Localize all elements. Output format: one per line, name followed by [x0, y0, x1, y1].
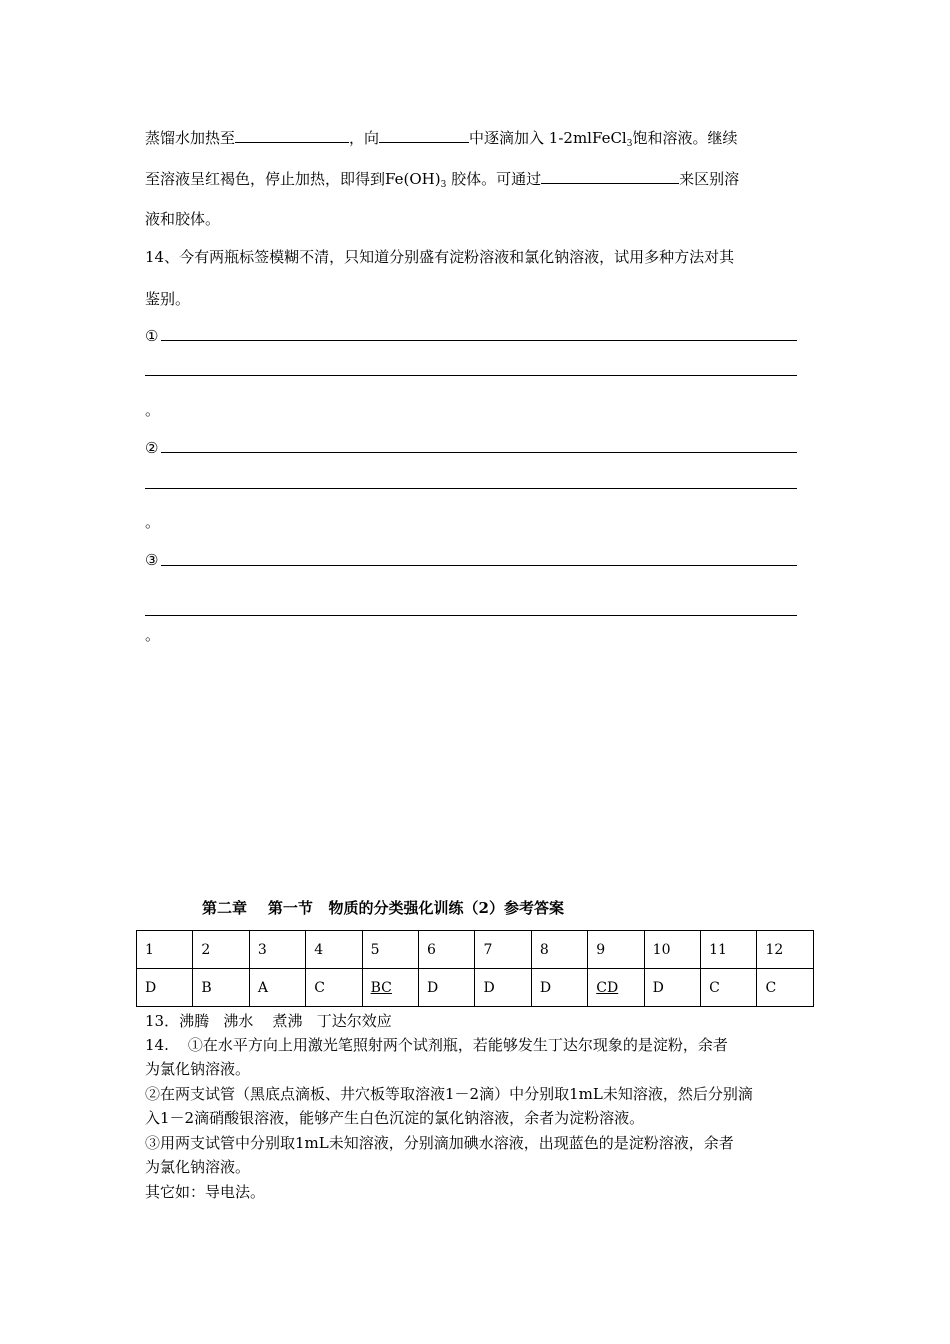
answer-14-line: ②在两支试管（黑底点滴板、井穴板等取溶液1－2滴）中分别取1mL未知溶液，然后分别滴	[145, 1085, 753, 1103]
table-cell: 4	[306, 931, 362, 969]
answer-14-line: 入1－2滴硝酸银溶液，能够产生白色沉淀的氯化钠溶液，余者为淀粉溶液。	[145, 1109, 645, 1127]
q14-line-2: 鉴别。	[145, 290, 191, 308]
answer-line[interactable]	[145, 375, 797, 376]
answer-line[interactable]	[145, 488, 797, 489]
table-cell: A	[249, 969, 305, 1007]
period: 。	[145, 401, 161, 419]
method-2-mark: ②	[145, 439, 159, 457]
table-row	[137, 969, 814, 1007]
table-row	[137, 931, 814, 969]
table-cell: 5	[362, 931, 418, 969]
answer-line[interactable]	[161, 452, 797, 453]
table-cell: B	[193, 969, 249, 1007]
answer-14-line: 为氯化钠溶液。	[145, 1060, 251, 1078]
answer-line[interactable]	[161, 565, 797, 566]
q13-text: 至溶液呈红褐色，停止加热，即得到Fe(OH)	[145, 170, 441, 188]
answer-14-line: ③用两支试管中分别取1mL未知溶液，分别滴加碘水溶液，出现蓝色的是淀粉溶液，余者	[145, 1134, 734, 1152]
table-cell: D	[644, 969, 700, 1007]
table-cell: 8	[531, 931, 587, 969]
underlined-answer: BC	[370, 979, 392, 996]
answer-blank[interactable]	[541, 168, 679, 184]
table-cell: C	[757, 969, 814, 1007]
period: 。	[145, 513, 161, 531]
table-cell	[362, 969, 418, 1007]
table-cell: D	[419, 969, 475, 1007]
q13-text: 中逐滴加入 1-2mlFeCl	[469, 129, 627, 147]
q13-text: ，向	[349, 129, 380, 147]
table-cell: C	[701, 969, 757, 1007]
answer-14-line: 为氯化钠溶液。	[145, 1158, 251, 1176]
period: 。	[145, 626, 161, 644]
answer-blank[interactable]	[235, 127, 349, 143]
method-3-mark: ③	[145, 551, 159, 569]
answer-14-line: 14. ①在水平方向上用激光笔照射两个试剂瓶，若能够发生丁达尔现象的是淀粉，余者	[145, 1036, 728, 1054]
answer-line[interactable]	[145, 615, 797, 616]
subscript: 3	[440, 180, 447, 190]
answer-blank[interactable]	[379, 127, 469, 143]
q13-text: 蒸馏水加热至	[145, 129, 236, 147]
underlined-answer: CD	[596, 979, 619, 996]
answer-13: 13．沸腾 沸水 煮沸 丁达尔效应	[145, 1012, 392, 1030]
table-cell: 12	[757, 931, 814, 969]
table-cell: 3	[249, 931, 305, 969]
table-cell: D	[531, 969, 587, 1007]
q13-text: 来区别溶	[679, 170, 740, 188]
table-cell: C	[306, 969, 362, 1007]
table-cell: D	[475, 969, 531, 1007]
table-cell: 7	[475, 931, 531, 969]
table-cell: 1	[137, 931, 193, 969]
answer-line[interactable]	[161, 340, 797, 341]
table-cell: D	[137, 969, 193, 1007]
q14-line-1: 14、今有两瓶标签模糊不清，只知道分别盛有淀粉溶液和氯化钠溶液，试用多种方法对其	[145, 248, 735, 266]
q13-line-1	[145, 127, 737, 154]
subscript: 3	[626, 139, 633, 149]
answer-14-line: 其它如：导电法。	[145, 1183, 266, 1201]
table-cell: 2	[193, 931, 249, 969]
table-cell: 6	[419, 931, 475, 969]
q13-text: 饱和溶液。继续	[632, 129, 738, 147]
answer-table	[136, 930, 814, 1007]
table-cell	[588, 969, 644, 1007]
answer-title: 第二章 第一节 物质的分类强化训练（2）参考答案	[202, 899, 564, 917]
method-1-mark: ①	[145, 327, 159, 345]
table-cell: 10	[644, 931, 700, 969]
table-cell: 11	[701, 931, 757, 969]
q13-text: 胶体。可通过	[446, 170, 542, 188]
q13-line-2	[145, 168, 739, 195]
table-cell: 9	[588, 931, 644, 969]
q13-line-3: 液和胶体。	[145, 210, 221, 228]
